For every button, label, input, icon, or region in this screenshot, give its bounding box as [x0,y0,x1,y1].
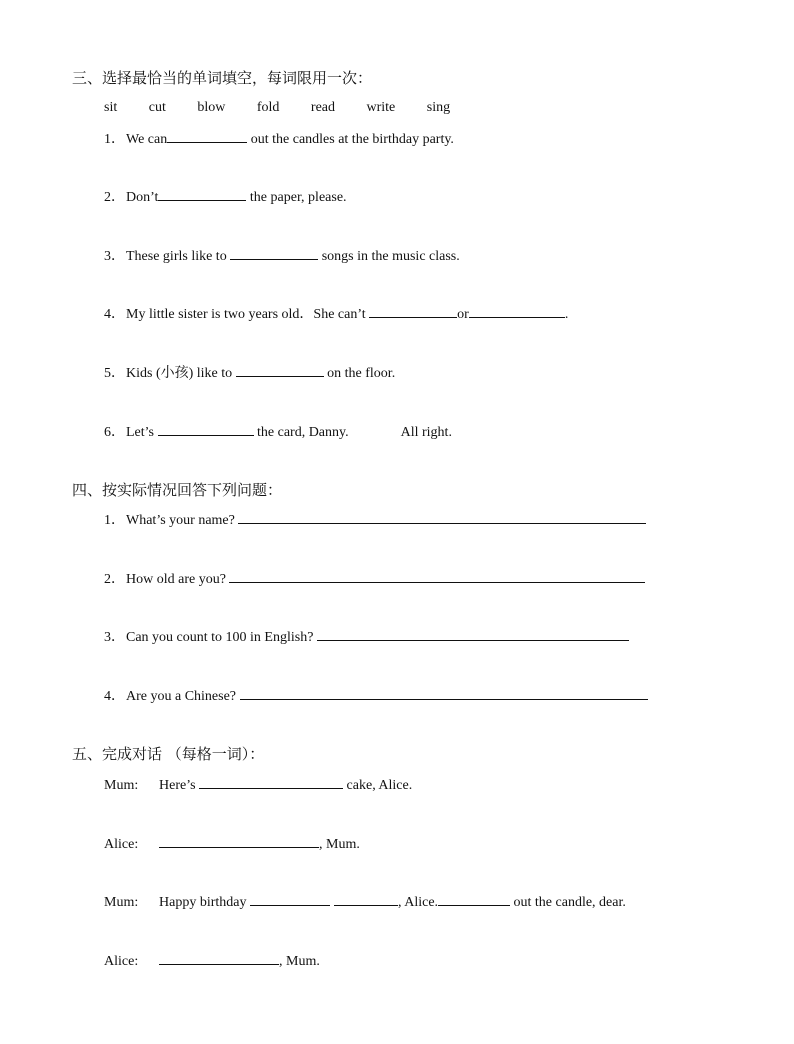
dialogue-text: Happy birthday [159,895,250,910]
word-bank-item: sit [104,100,118,115]
answer-blank[interactable] [159,833,319,848]
answer-blank[interactable] [469,303,565,318]
s4-question-2 [104,568,645,589]
word-bank-item: cut [148,100,166,115]
answer-blank[interactable] [334,891,398,906]
dialogue-text: , Mum. [279,954,320,969]
question-number: 4． [104,689,125,704]
s4-question-4 [104,685,648,706]
question-number: 1． [104,513,125,528]
question-text: or [457,307,469,322]
question-number: 2． [104,572,125,587]
s3-question-6 [104,421,452,442]
dialogue-text: out the candle, dear. [510,895,626,910]
section-3-title: 三、选择最恰当的单词填空，每词限用一次： [72,69,373,87]
dialogue-line-2 [104,833,360,854]
s3-question-5 [104,362,395,383]
answer-line[interactable] [238,509,646,524]
speaker-label: Mum: [104,895,139,910]
question-text: These girls like to [126,249,231,264]
question-text: the card, Danny. [253,425,349,440]
question-text: My little sister is two years old．She can’t [126,307,370,322]
s4-question-1 [104,509,646,530]
section-5-title: 五、完成对话 （每格一词）： [72,745,265,763]
answer-blank[interactable] [158,421,254,436]
dialogue-text: cake, Alice. [343,778,413,793]
answer-blank[interactable] [369,303,457,318]
question-text: All right. [400,425,452,440]
question-text: Can you count to 100 in English? [126,630,317,645]
dialogue-text: , Mum. [319,837,360,852]
question-text: . [564,307,569,322]
dialogue-line-1 [104,774,412,795]
word-bank-item: blow [197,100,226,115]
answer-blank[interactable] [438,891,510,906]
question-text: We can [126,132,168,147]
section-4-title: 四、按实际情况回答下列问题： [72,481,283,499]
question-text: What’s your name? [126,513,239,528]
answer-blank[interactable] [236,362,324,377]
question-number: 1． [104,132,125,147]
question-number: 5． [104,366,125,381]
dialogue-text: Here’s [159,778,200,793]
question-text: on the floor. [323,366,396,381]
word-bank [104,99,478,117]
answer-blank[interactable] [158,186,246,201]
question-number: 3． [104,630,125,645]
word-bank-item: fold [256,100,280,115]
dialogue-text: , Alice. [397,895,439,910]
question-text: out the candles at the birthday party. [247,132,454,147]
question-number: 6． [104,425,125,440]
question-number: 2． [104,190,125,205]
answer-blank[interactable] [159,950,279,965]
answer-blank[interactable] [167,128,247,143]
s3-question-4 [104,303,568,324]
word-bank-item: sing [426,100,451,115]
speaker-label: Mum: [104,778,139,793]
answer-blank[interactable] [230,245,318,260]
answer-line[interactable] [229,568,645,583]
dialogue-line-4 [104,950,320,971]
answer-blank[interactable] [250,891,330,906]
question-number: 3． [104,249,125,264]
question-text: Don’t [126,190,159,205]
question-text: Kids (小孩) like to [126,366,236,381]
word-bank-item: read [310,100,335,115]
answer-blank[interactable] [199,774,343,789]
speaker-label: Alice: [104,837,139,852]
question-text: songs in the music class. [318,249,460,264]
question-text: the paper, please. [246,190,347,205]
word-bank-item: write [366,100,396,115]
question-text: Let’s [126,425,158,440]
answer-line[interactable] [240,685,648,700]
speaker-label: Alice: [104,954,139,969]
question-text: Are you a Chinese? [126,689,240,704]
s3-question-2 [104,186,347,207]
s4-question-3 [104,626,629,647]
s3-question-1 [104,128,454,149]
answer-line[interactable] [317,626,629,641]
question-text: How old are you? [126,572,230,587]
question-number: 4． [104,307,125,322]
s3-question-3 [104,245,460,266]
dialogue-line-3 [104,891,626,912]
